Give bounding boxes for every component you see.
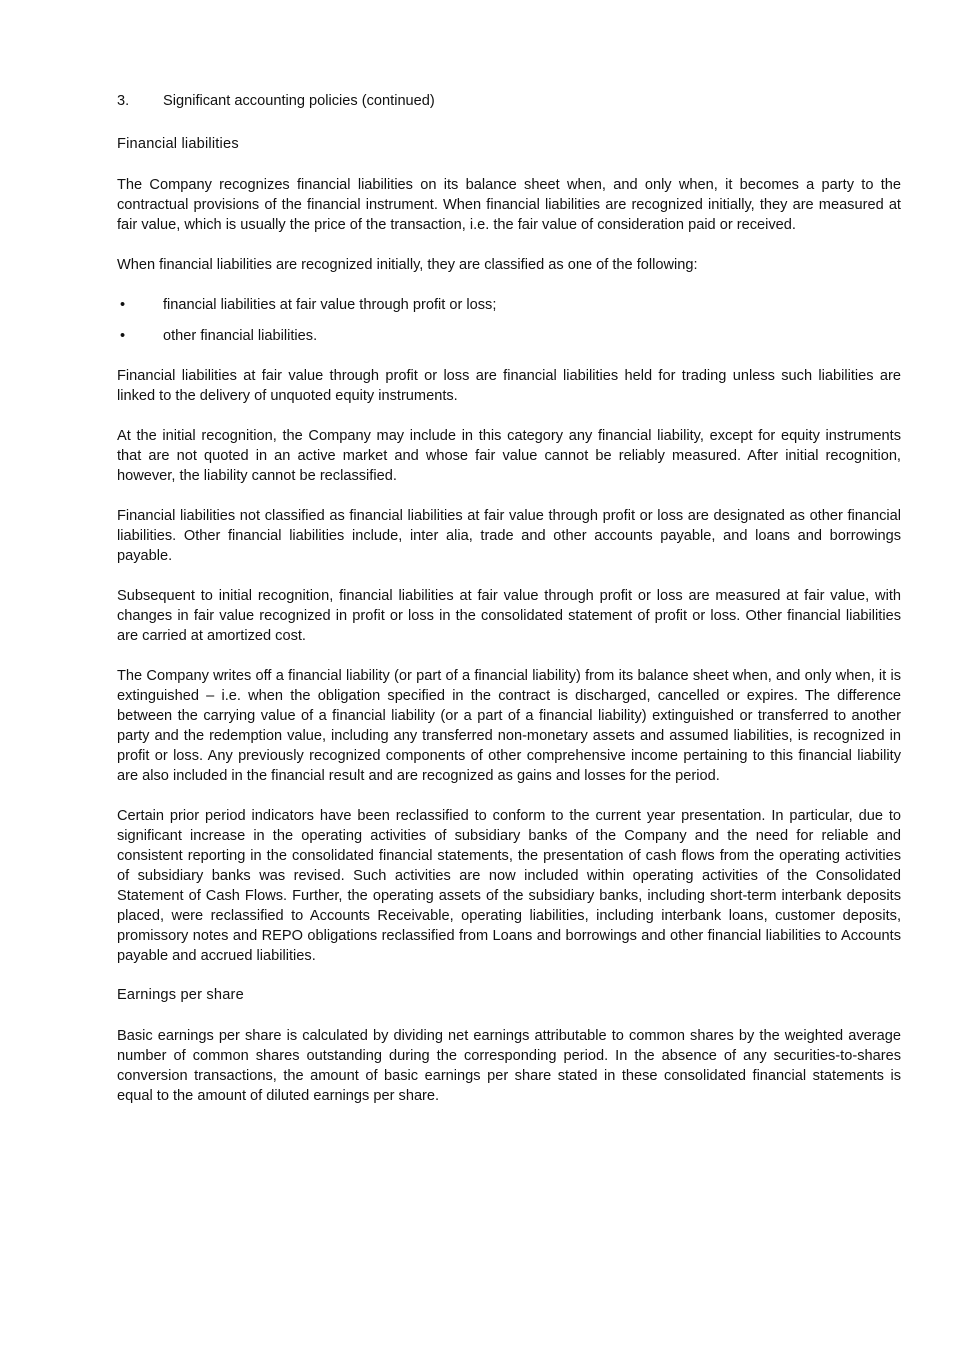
bullet-icon: • bbox=[120, 296, 126, 313]
section-heading bbox=[117, 92, 901, 112]
section-title: Significant accounting policies (continued) bbox=[163, 93, 435, 109]
paragraph: Basic earnings per share is calculated by dividing net earnings attributable to common shares by the weighted average number of common shares outstanding during the corresponding period. In the absence of any securities-to-shares conversion transactions, the amount of basic earnings per share stated in these consolidated financial statements is equal to the amount of diluted earnings per share. bbox=[117, 1028, 901, 1105]
subheading-earnings-per-share: Earnings per share bbox=[117, 987, 244, 1004]
list-item-text: other financial liabilities. bbox=[163, 327, 318, 344]
paragraph: Subsequent to initial recognition, financial liabilities at fair value through profit or loss are measured at fair value, with changes in fair value recognized in profit or loss in the consolidated statement of profit or loss. Other financial liabilities are carried at amortized cost. bbox=[117, 587, 901, 644]
paragraph: The Company writes off a financial liability (or part of a financial liability) from its balance sheet when, and only when, it is extinguished – i.e. when the obligation specified in the contract is discharged, cancelled or expires. The difference between the carrying value of a financial liability (or a part of a financial liability) extinguished or transferred to another party and the redemption value, including any transferred non-monetary assets and assumed liabilities, is recognized in profit or loss. Any previously recognized components of other comprehensive income pertaining to this financial liability are also included in the financial result and are recognized as gains and losses for the period. bbox=[117, 667, 901, 784]
paragraph: The Company recognizes financial liabilities on its balance sheet when, and only when, it becomes a party to the contractual provisions of the financial instrument. When financial liabilities are recognized initially, they are measured at fair value, which is usually the price of the transaction, i.e. the fair value of consideration paid or received. bbox=[117, 176, 901, 233]
paragraph: Financial liabilities at fair value through profit or loss are financial liabilities held for trading unless such liabilities are linked to the delivery of unquoted equity instruments. bbox=[117, 367, 901, 404]
list-item bbox=[117, 327, 901, 347]
subheading-financial-liabilities: Financial liabilities bbox=[117, 135, 239, 152]
bullet-list bbox=[117, 296, 901, 347]
bullet-icon: • bbox=[120, 327, 126, 344]
paragraph: When financial liabilities are recognized initially, they are classified as one of the following: bbox=[117, 256, 698, 273]
paragraph: Financial liabilities not classified as financial liabilities at fair value through profit or loss are designated as other financial liabilities. Other financial liabilities include, inter alia, trade and other accounts payable, and loans and borrowings payable. bbox=[117, 507, 901, 564]
paragraph: At the initial recognition, the Company may include in this category any financial liability, except for equity instruments that are not quoted in an active market and whose fair value cannot be reliably measured. After initial recognition, however, the liability cannot be reclassified. bbox=[117, 427, 901, 484]
paragraph: Certain prior period indicators have been reclassified to conform to the current year presentation. In particular, due to significant increase in the operating activities of subsidiary banks of the Company and the need for reliable and consistent reporting in the consolidated financial statements, the presentation of cash flows from the operating activities of subsidiary banks was revised. Such activities are now included within operating activities of the Consolidated Statement of Cash Flows. Further, the operating assets of the subsidiary banks, including short-term interbank deposits placed, were reclassified to Accounts Receivable, operating liabilities, including interbank loans, customer deposits, promissory notes and REPO obligations reclassified from Loans and borrowings and other financial liabilities to Accounts payable and accrued liabilities. bbox=[117, 807, 901, 964]
list-item bbox=[117, 296, 901, 316]
list-item-text: financial liabilities at fair value through profit or loss; bbox=[163, 296, 497, 313]
section-number: 3. bbox=[117, 93, 130, 109]
